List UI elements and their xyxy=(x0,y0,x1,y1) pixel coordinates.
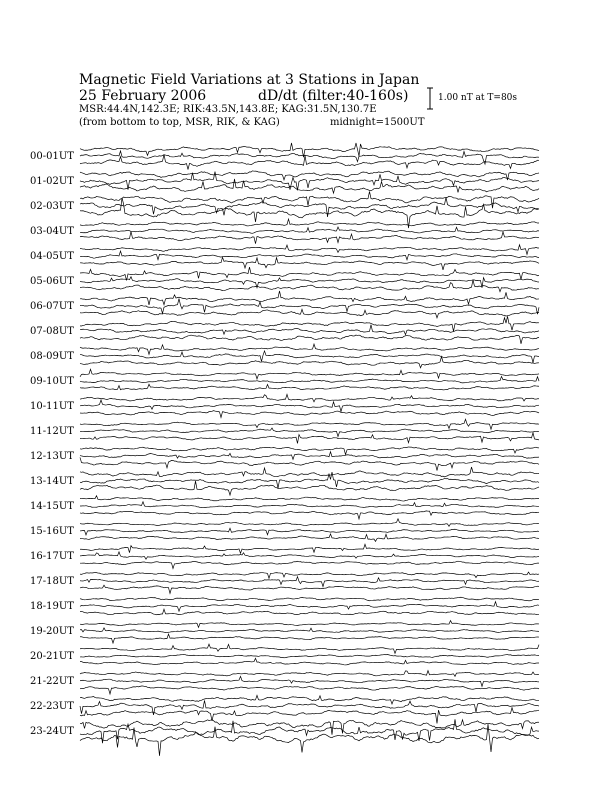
hour-label: 12-13UT xyxy=(30,451,74,462)
trace-rik-18 xyxy=(80,602,539,612)
hour-label: 04-05UT xyxy=(30,251,74,262)
hour-label: 17-18UT xyxy=(30,576,74,587)
trace-msr-19 xyxy=(80,634,539,643)
trace-rik-12 xyxy=(80,452,539,460)
trace-msr-10 xyxy=(80,411,539,418)
station-coordinates: MSR:44.4N,142.3E; RIK:43.5N,143.8E; KAG:31.5N,130.7E xyxy=(79,104,377,115)
hour-label: 22-23UT xyxy=(30,701,74,712)
hour-label: 07-08UT xyxy=(30,326,74,337)
trace-msr-7 xyxy=(80,335,539,344)
trace-rik-23 xyxy=(80,719,539,743)
trace-kag-6 xyxy=(80,291,539,305)
trace-msr-13 xyxy=(80,481,539,495)
trace-rik-7 xyxy=(80,325,539,335)
trace-kag-7 xyxy=(80,316,539,331)
hour-label: 23-24UT xyxy=(30,726,74,737)
trace-kag-16 xyxy=(80,544,539,553)
chart-date: 25 February 2006 xyxy=(79,88,207,104)
trace-kag-19 xyxy=(80,621,539,628)
trace-kag-11 xyxy=(80,419,539,429)
trace-msr-21 xyxy=(80,686,539,694)
trace-msr-8 xyxy=(80,357,539,368)
trace-msr-6 xyxy=(80,309,539,318)
trace-rik-5 xyxy=(80,277,539,288)
trace-rik-17 xyxy=(80,577,539,587)
trace-kag-8 xyxy=(80,344,539,354)
trace-rik-14 xyxy=(80,502,539,508)
hour-label: 01-02UT xyxy=(30,176,74,187)
trace-rik-6 xyxy=(80,299,539,315)
hour-label: 16-17UT xyxy=(30,551,74,562)
trace-rik-15 xyxy=(80,528,539,535)
trace-rik-0 xyxy=(80,151,539,164)
trace-msr-4 xyxy=(80,257,539,270)
trace-kag-17 xyxy=(80,572,539,578)
trace-msr-3 xyxy=(80,231,539,243)
trace-rik-11 xyxy=(80,428,539,437)
hour-label: 19-20UT xyxy=(30,626,74,637)
trace-msr-22 xyxy=(80,708,539,724)
trace-kag-20 xyxy=(80,644,539,653)
trace-msr-16 xyxy=(80,561,539,568)
trace-msr-14 xyxy=(80,511,539,519)
trace-kag-3 xyxy=(80,219,539,226)
hour-label: 08-09UT xyxy=(30,351,74,362)
hour-label: 05-06UT xyxy=(30,276,74,287)
trace-rik-20 xyxy=(80,654,539,657)
trace-kag-13 xyxy=(80,467,539,477)
trace-rik-16 xyxy=(80,552,539,559)
chart-title: Magnetic Field Variations at 3 Stations in Japan xyxy=(79,72,420,88)
filter-label: dD/dt (filter:40-160s) xyxy=(258,88,409,104)
hour-label: 03-04UT xyxy=(30,226,74,237)
trace-rik-10 xyxy=(80,400,539,412)
hour-label: 20-21UT xyxy=(30,651,74,662)
trace-msr-18 xyxy=(80,609,539,615)
trace-rik-3 xyxy=(80,227,539,233)
hour-label: 10-11UT xyxy=(30,401,74,412)
hour-label: 06-07UT xyxy=(30,301,74,312)
trace-kag-4 xyxy=(80,245,539,255)
scale-bar-label: 1.00 nT at T=80s xyxy=(438,93,518,103)
station-order-note: (from bottom to top, MSR, RIK, & KAG) xyxy=(79,117,280,128)
trace-msr-9 xyxy=(80,384,539,390)
hour-label: 15-16UT xyxy=(30,526,74,537)
hour-label: 13-14UT xyxy=(30,476,74,487)
hour-label: 21-22UT xyxy=(30,676,74,687)
trace-kag-18 xyxy=(80,597,539,601)
hour-label: 00-01UT xyxy=(30,151,74,162)
trace-rik-4 xyxy=(80,251,539,260)
trace-msr-15 xyxy=(80,534,539,541)
trace-rik-19 xyxy=(80,628,539,633)
hour-label: 14-15UT xyxy=(30,501,74,512)
trace-rik-9 xyxy=(80,376,539,382)
trace-kag-14 xyxy=(80,496,539,501)
trace-msr-17 xyxy=(80,585,539,593)
trace-kag-9 xyxy=(80,369,539,379)
trace-kag-22 xyxy=(80,695,539,704)
hour-label: 02-03UT xyxy=(30,201,74,212)
trace-kag-1 xyxy=(80,171,539,180)
trace-kag-5 xyxy=(80,267,539,280)
trace-rik-22 xyxy=(80,700,539,714)
trace-msr-0 xyxy=(80,154,539,169)
hour-label: 11-12UT xyxy=(30,426,74,437)
trace-msr-5 xyxy=(80,280,539,292)
trace-kag-21 xyxy=(80,671,539,677)
trace-msr-20 xyxy=(80,658,539,665)
midnight-note: midnight=1500UT xyxy=(330,117,425,128)
trace-kag-15 xyxy=(80,519,539,527)
trace-kag-10 xyxy=(80,394,539,401)
hour-label: 09-10UT xyxy=(30,376,74,387)
hour-label: 18-19UT xyxy=(30,601,74,612)
trace-msr-12 xyxy=(80,457,539,470)
trace-kag-12 xyxy=(80,447,539,455)
trace-msr-11 xyxy=(80,433,539,444)
trace-msr-23 xyxy=(80,724,539,756)
trace-rik-21 xyxy=(80,676,539,686)
